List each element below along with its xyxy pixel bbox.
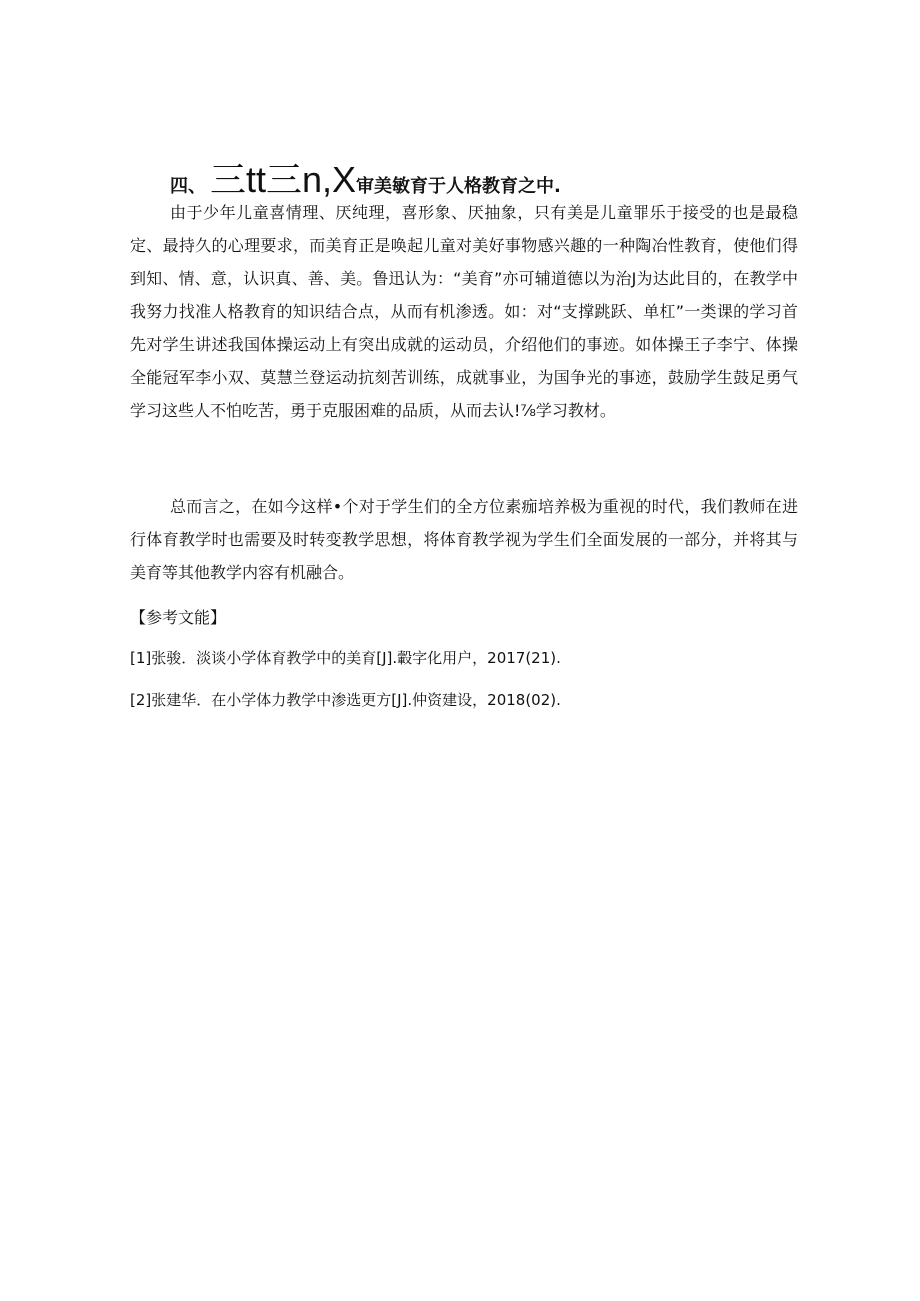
- section-garbled-text: 三tt三n,X: [210, 159, 357, 200]
- body-paragraph-1: 由于少年儿童喜情理、厌纯理，喜形象、厌抽象，只有美是儿童罪乐于接受的也是最稳定、最持久的心理要求，而美育正是唤起儿童对美好事物感兴趣的一种陶冶性教育，使他们得到知、情、意，认识真、善、美。鲁迅认为：“美育”亦可辅道德以为治J为达此目的，在教学中我努力找准人格教育的知识结合点，从而有机渗透。如：对“支撑跳跃、单杠”一类课的学习首先对学生讲述我国体操运动上有突出成就的运动员，介绍他们的事迹。如体操王子李宁、体操全能冠军李小双、莫慧兰登运动抗刻苦训练，成就事业，为国争光的事迹，鼓励学生鼓足勇气学习这些人不怕吃苦，勇于克服困难的品质，从而去认!⅞学习教材。: [130, 203, 798, 420]
- body-paragraph-2: 总而言之，在如今这样•个对于学生们的全方位素痂培养极为重视的时代，我们教师在进行体育教学时也需要及时转变教学思想，将体育教学视为学生们全面发展的一部分，并将其与美育等其他教学内容有机融合。: [130, 497, 798, 582]
- references-heading: 【参考文能】: [130, 608, 227, 627]
- section-title: 审美敏育于人格教育之中.: [356, 176, 561, 197]
- reference-item: [2]张建华．在小学体力教学中渗选更方[J].仲资建设，2018(02).: [130, 691, 561, 709]
- section-number: 四、: [170, 176, 206, 197]
- reference-item: [1]张骏．淡谈小学体育教学中的美育[J].轂字化用户，2017(21).: [130, 649, 561, 667]
- section-heading: [170, 156, 810, 200]
